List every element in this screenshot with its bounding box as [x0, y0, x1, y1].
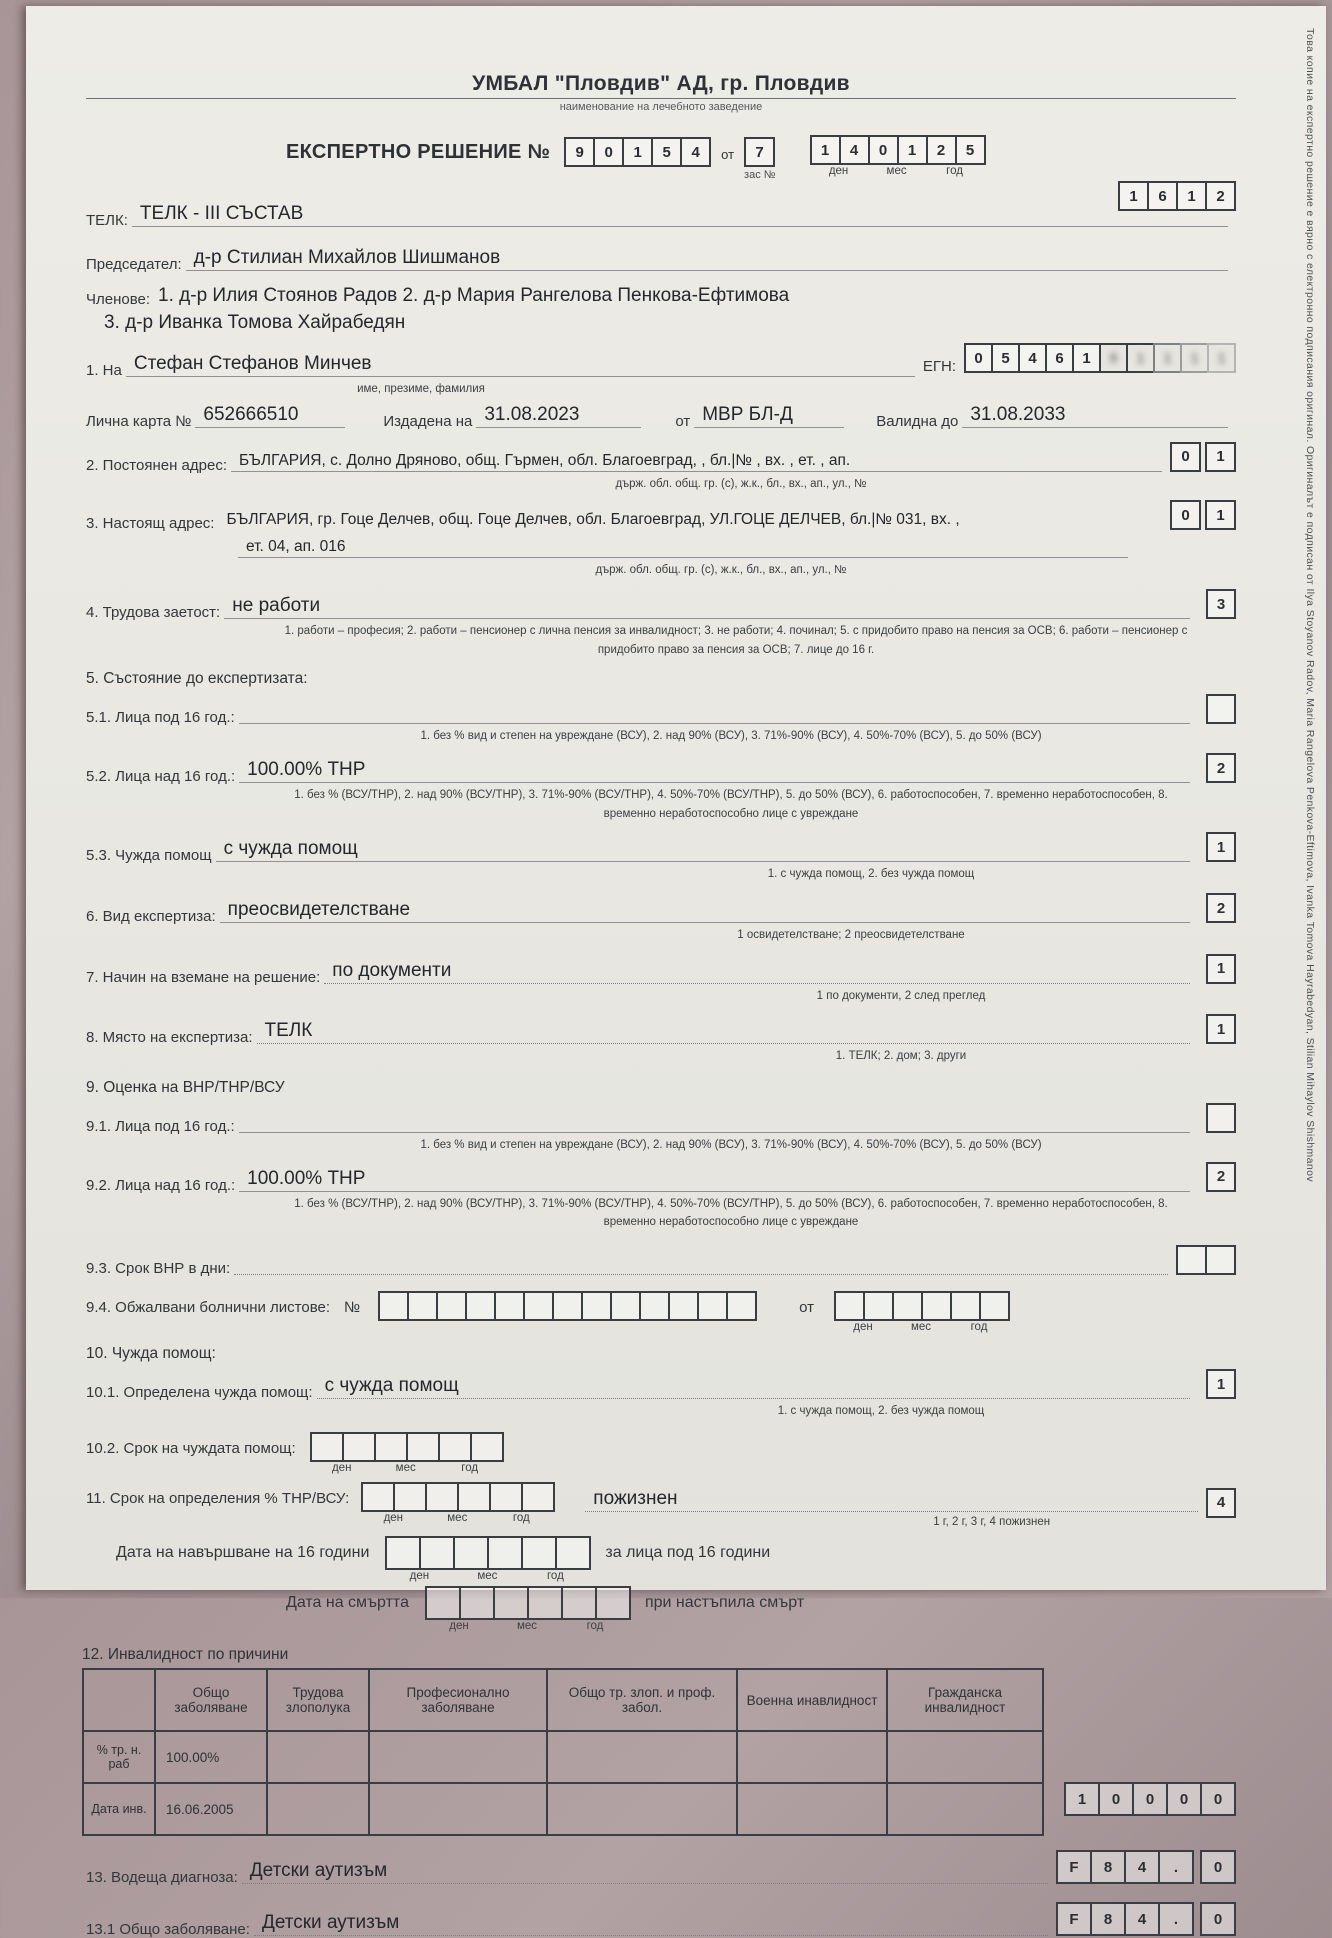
digit-cell	[639, 1291, 670, 1321]
s6-label: 6. Вид експертиза:	[86, 908, 216, 926]
col-header: Трудова злополука	[267, 1669, 369, 1731]
digit-cell	[521, 1536, 557, 1570]
s9-1-caption-row	[86, 1135, 1236, 1154]
current-address-value2: ет. 04, ап. 016	[246, 538, 346, 556]
digit-cell: 5	[651, 137, 682, 167]
s5-1-caption: 1. без % вид и степен на увреждане (ВСУ), 2. над 90% (ВСУ), 3. 71%-90% (ВСУ), 4. 50%-70% (ВСУ), 5. до 50% (ВСУ)	[420, 730, 1042, 743]
current-address-caption-row	[86, 560, 1236, 579]
s6-row	[86, 893, 1236, 925]
year-caption: год	[512, 1511, 530, 1524]
day-caption: ден	[383, 1511, 404, 1524]
id-card-row	[86, 404, 1236, 430]
s6-caption-row	[86, 925, 1236, 944]
cell	[267, 1731, 369, 1783]
digit-cell-redacted: 8	[1099, 343, 1128, 373]
cell	[369, 1783, 547, 1835]
employment-caption-row	[86, 621, 1236, 658]
cell: 16.06.2005	[155, 1783, 267, 1835]
s9-4-no-label: №	[344, 1299, 361, 1317]
month-caption: мес	[886, 165, 907, 177]
s11-value: пожизнен	[593, 1487, 678, 1509]
year-caption: год	[586, 1620, 604, 1633]
current-address-label: 3. Настоящ адрес:	[86, 515, 215, 533]
section9-title: 9. Оценка на ВНР/ТНР/ВСУ	[86, 1079, 285, 1097]
s10-1-label: 10.1. Определена чужда помощ:	[86, 1384, 313, 1402]
members-row2	[104, 312, 1236, 335]
s10-2-label: 10.2. Срок на чуждата помощ:	[86, 1439, 296, 1457]
month-caption: мес	[910, 1321, 932, 1334]
name-caption: име, презиме, фамилия	[357, 383, 485, 395]
digit-cell	[581, 1291, 612, 1321]
death-date-row	[86, 1586, 1236, 1632]
digit-cell	[487, 1536, 523, 1570]
digit-cell: 2	[926, 135, 957, 165]
cell	[887, 1783, 1043, 1835]
s7-caption-row	[86, 986, 1236, 1005]
day-caption: ден	[828, 165, 849, 177]
chairman-label: Председател:	[86, 256, 182, 273]
digit-cell	[555, 1536, 591, 1570]
col-header: Общо тр. злоп. и проф. забол.	[547, 1669, 737, 1731]
permanent-address-value: БЪЛГАРИЯ, с. Долно Дряново, общ. Гърмен, обл. Благоевград, , бл.|№ , вх. , ет. , ап.	[239, 451, 851, 469]
address-code-boxes	[1170, 442, 1236, 472]
current-address-row2	[238, 534, 1136, 560]
s13-value: Детски аутизъм	[249, 1860, 388, 1882]
s11-date-group	[361, 1482, 555, 1524]
cell	[887, 1731, 1043, 1783]
digit-cell	[523, 1291, 554, 1321]
digit-cell	[489, 1482, 523, 1512]
employment-label: 4. Трудова заетост:	[86, 604, 221, 622]
employment-caption: 1. работи – професия; 2. работи – пенсионер с лична пенсия за инвалидност; 3. не работи; 4. починал; 5. с придобито право на пенсия за ОСВ; 6. работи – пенсионер с придобито право за пенсия за ОСВ; 7. лице до 16 г.	[284, 625, 1188, 656]
permanent-address-caption-row	[86, 474, 1236, 493]
employment-value: не работи	[232, 595, 321, 617]
s5-3-row	[86, 832, 1236, 864]
age16-date-group	[385, 1536, 591, 1582]
code-box: 1	[1206, 832, 1236, 862]
digit-cell: 1	[622, 137, 653, 167]
s5-3-label: 5.3. Чужда помощ	[86, 847, 212, 865]
s9-1-label: 9.1. Лица под 16 год.:	[86, 1118, 235, 1136]
decision-label: ЕКСПЕРТНО РЕШЕНИЕ №	[286, 141, 551, 163]
year-caption: год	[461, 1461, 479, 1474]
digit-cell: 4	[680, 137, 711, 167]
col-header: Военна инавлидност	[737, 1669, 887, 1731]
digit-cell	[406, 1432, 440, 1462]
col-header: Професионално заболяване	[369, 1669, 547, 1731]
members-line1: 1. д-р Илия Стоянов Радов 2. д-р Мария Рангелова Пенкова-Ефтимова	[158, 285, 790, 306]
cell: 100.00%	[155, 1731, 267, 1783]
digit-cell: 5	[991, 343, 1020, 373]
s9-2-label: 9.2. Лица над 16 год.:	[86, 1176, 236, 1194]
cell	[547, 1731, 737, 1783]
permanent-address-row	[86, 442, 1236, 474]
row-label: Дата инв.	[83, 1783, 155, 1835]
year-caption: год	[546, 1570, 564, 1583]
s10-2-row	[86, 1432, 1236, 1474]
s5-1-label: 5.1. Лица под 16 год.:	[86, 709, 235, 727]
code-box: 4	[1206, 1488, 1236, 1518]
cell	[267, 1783, 369, 1835]
disability-causes-table	[82, 1668, 1044, 1836]
s9-2-caption-row	[86, 1194, 1236, 1231]
table-row	[83, 1783, 1043, 1835]
s10-1-caption-row	[86, 1401, 1236, 1420]
s5-2-caption-row	[86, 785, 1236, 822]
digit-cell	[892, 1291, 923, 1321]
digit-cell: 9	[564, 137, 595, 167]
code-box: 2	[1206, 1162, 1236, 1192]
digit-cell: 0	[593, 137, 624, 167]
s9-1-value	[239, 1131, 251, 1132]
digit-cell: 0	[1132, 1782, 1168, 1816]
issued-date: 31.08.2023	[484, 403, 580, 425]
digit-cell: 8	[1090, 1902, 1126, 1936]
s10-1-row	[86, 1369, 1236, 1401]
digit-cell: 4	[1018, 343, 1047, 373]
permanent-address-label: 2. Постоянен адрес:	[86, 456, 227, 474]
year-caption: год	[970, 1321, 988, 1334]
digit-cell-redacted: 1	[1180, 343, 1209, 373]
digit-cell	[697, 1291, 728, 1321]
s8-row	[86, 1014, 1236, 1046]
s5-3-caption-row	[86, 864, 1236, 883]
digit-cell	[668, 1291, 699, 1321]
s11-caption: 1 г, 2 г, 3 г, 4 пожизнен	[933, 1515, 1051, 1528]
s8-caption: 1. ТЕЛК; 2. дом; 3. други	[835, 1050, 967, 1063]
digit-cell	[385, 1536, 421, 1570]
cell	[737, 1783, 887, 1835]
id-card-label: Лична карта №	[86, 412, 192, 430]
digit-cell	[494, 1291, 525, 1321]
digit-cell: 6	[1147, 181, 1178, 211]
digit-cell	[552, 1291, 583, 1321]
digit-cell	[465, 1291, 496, 1321]
year-caption: год	[946, 165, 963, 177]
hospital-name: УМБАЛ "Пловдив" АД, гр. Пловдив	[472, 72, 850, 95]
s5-3-caption: 1. с чужда помощ, 2. без чужда помощ	[767, 868, 975, 881]
s5-2-caption: 1. без % (ВСУ/ТНР), 2. над 90% (ВСУ/ТНР), 3. 71%-90% (ВСУ/ТНР), 4. 50%-70% (ВСУ/ТНР), 5. до 50% (ВСУ), 6. работоспособен, 7. временно неработоспособен, 8. временно неработоспособно лице с увреждане	[294, 789, 1168, 820]
day-caption: ден	[409, 1570, 430, 1583]
session-number-group	[744, 137, 776, 181]
digit-cell	[419, 1536, 455, 1570]
digit-cell	[393, 1482, 427, 1512]
digit-cell: 1	[1064, 1782, 1100, 1816]
digit-cell: 4	[839, 135, 870, 165]
employment-row	[86, 589, 1236, 621]
digit-cell: 1	[1205, 442, 1236, 472]
s7-value: по документи	[332, 959, 452, 981]
digit-cell	[527, 1586, 563, 1620]
egn-boxes	[964, 343, 1236, 373]
section10-title: 10. Чужда помощ:	[86, 1345, 216, 1363]
day-caption: ден	[853, 1321, 873, 1334]
digit-cell	[595, 1586, 631, 1620]
s9-3-boxes	[1176, 1245, 1236, 1275]
s9-3-row	[86, 1245, 1236, 1277]
digit-cell: 5	[955, 135, 986, 165]
digit-cell: 2	[1205, 181, 1236, 211]
digit-cell: 1	[1118, 181, 1149, 211]
digit-cell: 0	[868, 135, 899, 165]
digit-cell	[342, 1432, 376, 1462]
death-date-group	[425, 1586, 631, 1632]
col-header: Общо заболяване	[155, 1669, 267, 1731]
digit-cell: 4	[1124, 1850, 1160, 1884]
age16-suffix: за лица под 16 години	[605, 1544, 771, 1562]
digit-cell	[610, 1291, 641, 1321]
members-label: Членове:	[86, 291, 151, 308]
s9-2-row	[86, 1162, 1236, 1194]
table-row	[83, 1731, 1043, 1783]
digit-cell	[407, 1291, 438, 1321]
digit-cell	[1176, 1245, 1207, 1275]
row-label: % тр. н. раб	[83, 1731, 155, 1783]
telk-label: ТЕЛК:	[86, 212, 128, 229]
header-underline	[86, 98, 1236, 99]
month-caption: мес	[447, 1511, 468, 1524]
digit-cell	[1205, 1245, 1236, 1275]
digit-cell: 0	[1200, 1902, 1236, 1936]
digit-cell: F	[1056, 1850, 1092, 1884]
s9-4-number-boxes	[378, 1291, 757, 1321]
code-box: 2	[1206, 893, 1236, 923]
s5-1-row	[86, 694, 1236, 726]
name-caption-row	[86, 379, 1236, 398]
s5-2-value: 100.00% ТНР	[247, 759, 366, 781]
day-caption: ден	[449, 1620, 469, 1633]
death-date-suffix: при настъпила смърт	[644, 1594, 805, 1612]
ot-label: от	[721, 146, 735, 162]
digit-cell-redacted: 1	[1126, 343, 1155, 373]
code-box: 1	[1206, 954, 1236, 984]
s9-1-row	[86, 1103, 1236, 1135]
s11-row	[86, 1482, 1236, 1531]
digit-cell: 7	[744, 137, 775, 167]
month-caption: мес	[477, 1570, 498, 1583]
s5-2-row	[86, 753, 1236, 785]
digit-cell: 0	[1200, 1782, 1236, 1816]
s5-3-value: с чужда помощ	[223, 838, 358, 860]
digit-cell: 0	[964, 343, 993, 373]
s10-2-date-group	[310, 1432, 504, 1474]
code-box: 1	[1206, 1014, 1236, 1044]
s10-1-value: с чужда помощ	[324, 1375, 459, 1397]
certification-side-note: Това копие на експертно решение е вярно с електронно подписания оригинал. Оригиналът е подписан от Ilya Stoyanov Radov, Maria Rangelova Penkova-Eftimova, Ivanka Tomova Hayrabedyan, Stilian Mihaylov Shishmanov	[1304, 28, 1316, 1183]
s8-value: ТЕЛК	[264, 1020, 313, 1042]
members-row	[86, 285, 1236, 308]
age16-date-row	[86, 1536, 1236, 1582]
cell	[369, 1731, 547, 1783]
telk-value: ТЕЛК - III СЪСТАВ	[139, 203, 304, 224]
valid-label: Валидна до	[876, 412, 959, 430]
digit-cell: 0	[1098, 1782, 1134, 1816]
s13-row	[86, 1850, 1236, 1886]
causes-code-boxes	[1064, 1782, 1236, 1816]
issued-by-label: от	[675, 412, 691, 430]
s9-4-label: 9.4. Обжалвани болнични листове:	[86, 1299, 331, 1317]
s9-4-date-group	[834, 1291, 1010, 1333]
digit-cell: F	[1056, 1902, 1092, 1936]
code-box: 1	[1206, 1369, 1236, 1399]
digit-cell	[470, 1432, 504, 1462]
cell	[737, 1731, 887, 1783]
session-caption: зас №	[744, 169, 776, 181]
hospital-caption: наименование на лечебното заведение	[559, 101, 763, 113]
s9-2-caption: 1. без % (ВСУ/ТНР), 2. над 90% (ВСУ/ТНР), 3. 71%-90% (ВСУ/ТНР), 4. 50%-70% (ВСУ/ТНР), 5. до 50% (ВСУ), 6. работоспособен, 7. временно неработоспособен, 8. временно неработоспособно лице с увреждане	[294, 1197, 1168, 1229]
digit-cell	[561, 1586, 597, 1620]
chairman-row	[86, 247, 1236, 273]
section12-title: 12. Инвалидност по причини	[82, 1646, 289, 1664]
digit-cell: 1	[897, 135, 928, 165]
day-caption: ден	[331, 1461, 352, 1474]
s5-1-value	[239, 722, 251, 723]
current-address-row	[86, 500, 1236, 532]
s8-caption-row	[86, 1046, 1236, 1065]
digit-cell	[459, 1586, 495, 1620]
decision-number-boxes	[564, 137, 711, 167]
chairman-name: д-р Стилиан Михайлов Шишманов	[193, 247, 501, 268]
digit-cell: 1	[1205, 500, 1236, 530]
digit-cell-redacted: 1	[1207, 343, 1236, 373]
s9-2-value: 100.00% ТНР	[247, 1167, 366, 1189]
patient-name-label: 1. На	[86, 362, 122, 379]
s9-3-label: 9.3. Срок ВНР в дни:	[86, 1260, 231, 1278]
death-date-label: Дата на смъртта	[286, 1594, 409, 1612]
digit-cell	[457, 1482, 491, 1512]
decision-date-group	[810, 135, 986, 177]
s13-1-row	[86, 1902, 1236, 1938]
icd-code-boxes	[1056, 1850, 1236, 1884]
month-caption: мес	[516, 1620, 538, 1633]
code-box	[1206, 1103, 1236, 1133]
permanent-address-caption: държ. обл. общ. гр. (с), ж.к., бл., вх., ап., ул., №	[615, 477, 867, 490]
table-header-row	[83, 1669, 1043, 1731]
section5-title: 5. Състояние до експертизата:	[86, 670, 308, 688]
digit-cell: .	[1158, 1902, 1194, 1936]
age16-label: Дата на навършване на 16 години	[116, 1544, 370, 1562]
digit-cell	[863, 1291, 894, 1321]
s13-label: 13. Водеща диагноза:	[86, 1869, 238, 1887]
s8-label: 8. Място на експертиза:	[86, 1029, 253, 1047]
s7-caption: 1 по документи, 2 след преглед	[816, 989, 986, 1002]
s5-2-label: 5.2. Лица над 16 год.:	[86, 768, 236, 786]
digit-cell	[979, 1291, 1010, 1321]
address-code-boxes	[1170, 500, 1236, 530]
s10-1-caption: 1. с чужда помощ, 2. без чужда помощ	[777, 1405, 985, 1418]
digit-cell: 0	[1166, 1782, 1202, 1816]
digit-cell	[834, 1291, 865, 1321]
s11-label: 11. Срок на определения % ТНР/ВСУ:	[86, 1489, 350, 1507]
cell	[547, 1783, 737, 1835]
col-header: Гражданска инвалидност	[887, 1669, 1043, 1731]
s13-1-label: 13.1 Общо заболяване:	[86, 1921, 250, 1938]
code-box: 3	[1206, 589, 1236, 619]
month-caption: мес	[395, 1461, 416, 1474]
digit-cell	[378, 1291, 409, 1321]
digit-cell	[493, 1586, 529, 1620]
digit-cell	[950, 1291, 981, 1321]
current-address-caption: държ. обл. общ. гр. (с), ж.к., бл., вх., ап., ул., №	[595, 564, 847, 577]
icd-code-boxes	[1056, 1902, 1236, 1936]
code-box: 2	[1206, 753, 1236, 783]
s6-caption: 1 освидетелстване; 2 преосвидетелстване	[737, 929, 965, 942]
digit-cell	[726, 1291, 757, 1321]
issued-by: МВР БЛ-Д	[702, 403, 793, 425]
digit-cell	[425, 1482, 459, 1512]
scanned-document-page	[26, 6, 1326, 1938]
s5-1-caption-row	[86, 726, 1236, 745]
s9-4-ot-label: от	[799, 1299, 815, 1317]
digit-cell: 4	[1124, 1902, 1160, 1936]
digit-cell	[436, 1291, 467, 1321]
s9-4-row	[86, 1291, 1236, 1333]
digit-cell	[521, 1482, 555, 1512]
s6-value: преосвидетелстване	[227, 899, 411, 921]
digit-cell	[425, 1586, 461, 1620]
digit-cell: 1	[1176, 181, 1207, 211]
digit-cell	[438, 1432, 472, 1462]
members-line2: 3. д-р Иванка Томова Хайрабедян	[104, 312, 406, 333]
digit-cell: 0	[1170, 500, 1201, 530]
s7-row	[86, 954, 1236, 986]
digit-cell: 8	[1090, 1850, 1126, 1884]
issued-label: Издадена на	[383, 412, 473, 430]
egn-label: ЕГН:	[922, 358, 956, 375]
digit-cell: 1	[1072, 343, 1101, 373]
digit-cell	[453, 1536, 489, 1570]
decision-number-row	[286, 135, 1236, 181]
digit-cell: .	[1158, 1850, 1194, 1884]
header	[86, 44, 1236, 113]
s9-1-caption: 1. без % вид и степен на увреждане (ВСУ), 2. над 90% (ВСУ), 3. 71%-90% (ВСУ), 4. 50%-70% (ВСУ), 5. до 50% (ВСУ)	[420, 1139, 1042, 1152]
id-card-number: 652666510	[203, 403, 299, 425]
digit-cell	[374, 1432, 408, 1462]
s13-1-value: Детски аутизъм	[261, 1912, 400, 1934]
current-address-value: БЪЛГАРИЯ, гр. Гоце Делчев, общ. Гоце Делчев, обл. Благоевград, УЛ.ГОЦЕ ДЕЛЧЕВ, бл.|№ 031, вх. ,	[226, 511, 960, 529]
col-header-empty	[83, 1669, 155, 1731]
digit-cell	[921, 1291, 952, 1321]
telk-row	[86, 203, 1236, 229]
digit-cell: 0	[1200, 1850, 1236, 1884]
valid-date: 31.08.2033	[970, 403, 1066, 425]
digit-cell: 0	[1170, 442, 1201, 472]
s7-label: 7. Начин на вземане на решение:	[86, 968, 321, 986]
digit-cell-redacted: 1	[1153, 343, 1182, 373]
patient-name-row	[86, 343, 1236, 379]
digit-cell	[361, 1482, 395, 1512]
digit-cell	[310, 1432, 344, 1462]
patient-name: Стефан Стефанов Минчев	[133, 353, 372, 374]
code-box	[1206, 694, 1236, 724]
digit-cell: 6	[1045, 343, 1074, 373]
digit-cell: 1	[810, 135, 841, 165]
